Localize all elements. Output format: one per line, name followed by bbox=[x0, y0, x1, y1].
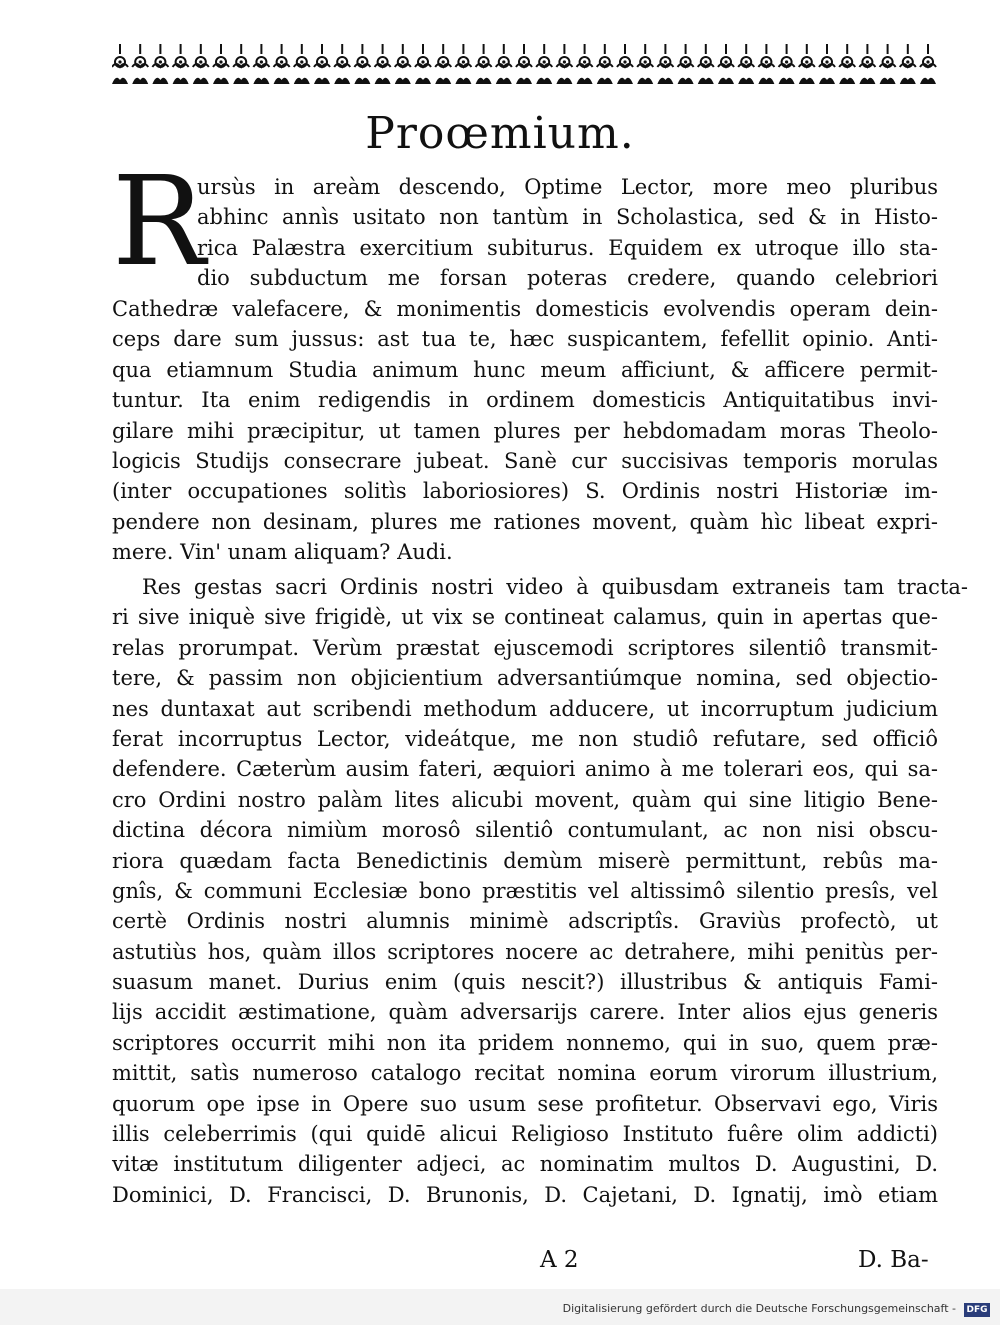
ornament-icon bbox=[637, 44, 653, 84]
text-line: mittit, satìs numeroso catalogo recitat nomina eorum virorum illustrium, bbox=[112, 1061, 938, 1086]
text-line: lijs accidit æstimatione, quàm adversarijs carere. Inter alios ejus generis bbox=[112, 1000, 938, 1025]
ornament-icon bbox=[678, 44, 694, 84]
text-line: gnîs, & communi Ecclesiæ bono præstitis vel altissimô silentio presîs, vel bbox=[112, 878, 938, 903]
ornament-icon bbox=[900, 44, 916, 84]
text-line: dio subductum me forsan poteras credere, quando celebriori bbox=[197, 266, 938, 291]
ornament-icon bbox=[577, 44, 593, 84]
ornament-icon bbox=[253, 44, 269, 84]
ornament-icon bbox=[354, 44, 370, 84]
text-line: Dominici, D. Francisci, D. Brunonis, D. Cajetani, D. Ignatij, imò etiam bbox=[112, 1182, 938, 1207]
ornament-icon bbox=[233, 44, 249, 84]
text-line: astutiùs hos, quàm illos scriptores nocere ac detrahere, mihi penitùs per- bbox=[112, 939, 938, 964]
page-title: Proœmium. bbox=[365, 108, 635, 159]
paragraph-1-dropcap-block bbox=[197, 172, 938, 294]
dfg-logo: DFG bbox=[964, 1303, 990, 1317]
text-line: tuntur. Ita enim redigendis in ordinem domesticis Antiquitatibus invi- bbox=[112, 388, 938, 413]
text-line: riora quædam facta Benedictinis demùm miserè permittunt, rebûs ma- bbox=[112, 848, 938, 873]
ornament-icon bbox=[516, 44, 532, 84]
paragraph-1 bbox=[112, 294, 938, 568]
text-line: ceps dare sum jussus: ast tua te, hæc suspicantem, fefellit opinio. Anti- bbox=[112, 327, 938, 352]
ornament-icon bbox=[617, 44, 633, 84]
ornament-icon bbox=[395, 44, 411, 84]
text-line: pendere non desinam, plures me rationes movent, quàm hìc libeat expri- bbox=[112, 509, 938, 534]
ornament-icon bbox=[455, 44, 471, 84]
text-line: qua etiamnum Studia animum hunc meum afficiunt, & afficere permit- bbox=[112, 357, 938, 382]
text-line: dictina décora nimiùm morosô silentiô contumulant, ac non nisi obscu- bbox=[112, 818, 938, 843]
footer-bar bbox=[0, 1289, 1000, 1325]
text-line: abhinc annìs usitato non tantùm in Scholastica, sed & in Histo- bbox=[197, 205, 938, 230]
signature-mark: A 2 bbox=[540, 1247, 579, 1273]
ornament-icon bbox=[375, 44, 391, 84]
ornament-icon bbox=[476, 44, 492, 84]
ornament-icon bbox=[415, 44, 431, 84]
ornament-icon bbox=[799, 44, 815, 84]
text-line: tere, & passim non objicientium adversantiúmque nomina, sed objectio- bbox=[112, 666, 938, 691]
ornament-icon bbox=[698, 44, 714, 84]
ornament-icon bbox=[657, 44, 673, 84]
ornament-icon bbox=[597, 44, 613, 84]
text-line: gilare mihi præcipitur, ut tamen plures per hebdomadam moras Theolo- bbox=[112, 418, 938, 443]
ornament-icon bbox=[132, 44, 148, 84]
ornament-icon bbox=[334, 44, 350, 84]
ornament-icon bbox=[496, 44, 512, 84]
ornament-icon bbox=[779, 44, 795, 84]
ornament-icon bbox=[556, 44, 572, 84]
text-line: defendere. Cæterùm ausim fateri, æquiori animo à me tolerari eos, qui sa- bbox=[112, 757, 938, 782]
footer-credit: Digitalisierung gefördert durch die Deutsche Forschungsgemeinschaft - bbox=[562, 1302, 956, 1315]
ornament-icon bbox=[193, 44, 209, 84]
text-line: cro Ordini nostro palàm lites alicubi movent, quàm qui sine litigio Bene- bbox=[112, 787, 938, 812]
text-line: vitæ institutum diligenter adjeci, ac nominatim multos D. Augustini, D. bbox=[112, 1152, 938, 1177]
ornament-icon bbox=[819, 44, 835, 84]
text-line: scriptores occurrit mihi non ita pridem nonnemo, qui in suo, quem præ- bbox=[112, 1030, 938, 1055]
ornament-icon bbox=[920, 44, 936, 84]
ornament-icon bbox=[314, 44, 330, 84]
ornament-icon bbox=[112, 44, 128, 84]
text-line: rica Palæstra exercitium subiturus. Equidem ex utroque illo sta- bbox=[197, 235, 938, 260]
ornament-icon bbox=[839, 44, 855, 84]
ornament-icon bbox=[758, 44, 774, 84]
text-line: quorum ope ipse in Opere suo usum sese profitetur. Observavi ego, Viris bbox=[112, 1091, 938, 1116]
catchword: D. Ba- bbox=[858, 1247, 929, 1273]
ornament-icon bbox=[294, 44, 310, 84]
text-line: ri sive iniquè sive frigidè, ut vix se contineat calamus, quin in apertas que- bbox=[112, 605, 938, 630]
text-line: ursùs in areàm descendo, Optime Lector, more meo pluribus bbox=[197, 175, 938, 199]
ornament-icon bbox=[859, 44, 875, 84]
ornament-icon bbox=[435, 44, 451, 84]
drop-cap: R bbox=[112, 150, 206, 294]
ornament-icon bbox=[274, 44, 290, 84]
text-line: suasum manet. Durius enim (quis nescit?) illustribus & antiquis Fami- bbox=[112, 970, 938, 995]
text-line: logicis Studijs consecrare jubeat. Sanè cur succisivas temporis morulas bbox=[112, 448, 938, 473]
text-line: illis celeberrimis (qui quidē alicui Religioso Instituto fuêre olim addicti) bbox=[112, 1122, 938, 1147]
ornament-icon bbox=[536, 44, 552, 84]
text-line: Cathedræ valefacere, & monimentis domesticis evolvendis operam dein- bbox=[112, 297, 938, 321]
text-line: certè Ordinis nostri alumnis minimè adscriptîs. Graviùs profectò, ut bbox=[112, 909, 938, 934]
ornament-icon bbox=[738, 44, 754, 84]
text-line: (inter occupationes solitìs laboriosiores) S. Ordinis nostri Historiæ im- bbox=[112, 479, 938, 504]
ornament-icon bbox=[880, 44, 896, 84]
ornamental-border-icon bbox=[112, 40, 938, 100]
ornament-icon bbox=[173, 44, 189, 84]
ornament-icon bbox=[213, 44, 229, 84]
text-line: nes duntaxat aut scribendi methodum adducere, ut incorruptum judicium bbox=[112, 696, 938, 721]
text-line: ferat incorruptus Lector, videátque, me non studiô refutare, sed officiô bbox=[112, 726, 938, 751]
paragraph-2 bbox=[112, 572, 968, 1210]
ornament-icon bbox=[718, 44, 734, 84]
text-line: Res gestas sacri Ordinis nostri video à quibusdam extraneis tam tracta- bbox=[142, 575, 968, 599]
text-line: mere. Vin' unam aliquam? Audi. bbox=[112, 540, 453, 565]
text-line: relas prorumpat. Verùm præstat ejuscemodi scriptores silentiô transmit- bbox=[112, 635, 938, 660]
ornament-icon bbox=[152, 44, 168, 84]
